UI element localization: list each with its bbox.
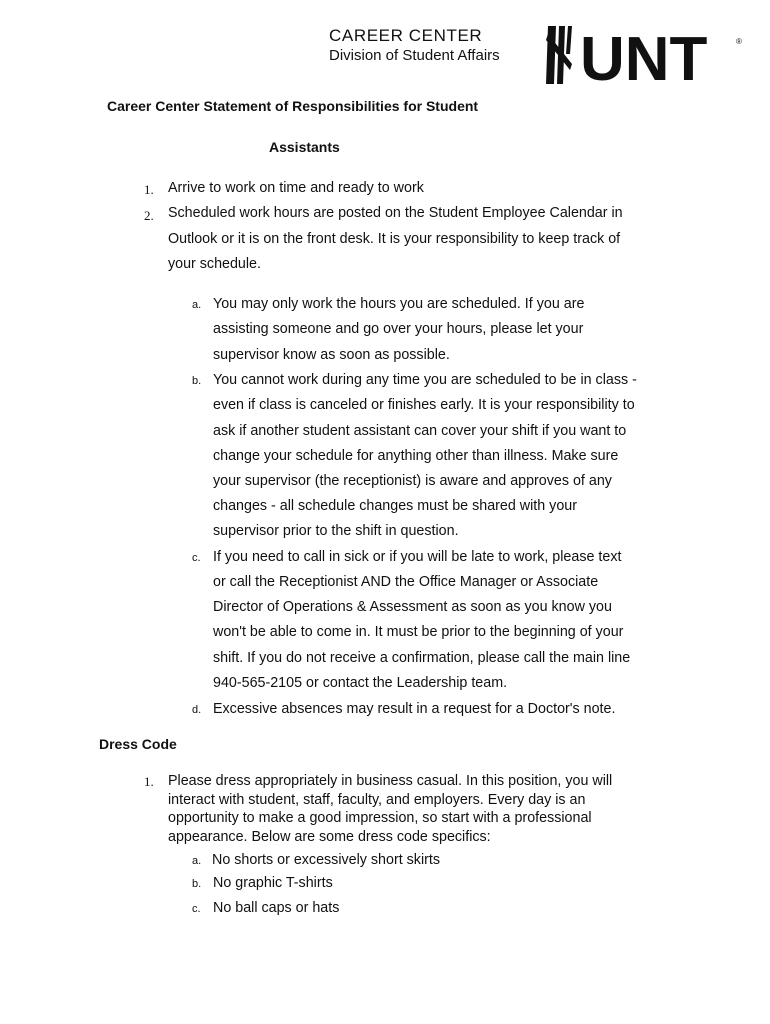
list-text-line: If you need to call in sick or if you will be late to work, please text — [213, 549, 622, 565]
list-letter: a. — [192, 299, 202, 311]
list-text-line: interact with student, staff, faculty, and employers. Every day is an — [168, 792, 586, 808]
list-text-line: opportunity to make a good impression, so start with a professional — [168, 810, 592, 826]
list-letter: a. — [192, 855, 202, 867]
list-letter: c. — [192, 552, 201, 564]
list-text: No shorts or excessively short skirts — [212, 852, 441, 868]
list-text-line: shift. If you do not receive a confirmation, please call the main line — [213, 650, 631, 666]
list-text-line: Please dress appropriately in business casual. In this position, you will — [168, 773, 613, 789]
list-text-line: won't be able to come in. It must be prior to the beginning of your — [213, 624, 624, 640]
list-text-line: ask if another student assistant can cover your shift if you want to — [213, 423, 627, 439]
list-text-line: You cannot work during any time you are scheduled to be in class - — [213, 372, 637, 388]
list-number: 2. — [144, 208, 154, 223]
list-text-line: 940-565-2105 or contact the Leadership team. — [213, 675, 508, 691]
list-text: Arrive to work on time and ready to work — [168, 180, 424, 196]
list-text-line: Director of Operations & Assessment as soon as you know you — [213, 599, 612, 615]
list-text: No ball caps or hats — [213, 900, 340, 916]
svg-text:®: ® — [736, 37, 742, 46]
list-text-line: your schedule. — [168, 256, 261, 272]
list-letter: b. — [192, 375, 202, 387]
list-text-line: assisting someone and go over your hours, please let your — [213, 321, 584, 337]
list-letter: d. — [192, 704, 202, 716]
list-number: 1. — [144, 774, 154, 789]
logo-unt-wordmark: UNT — [580, 25, 708, 86]
list-text-line: even if class is canceled or finishes early. It is your responsibility to — [213, 397, 635, 413]
list-letter: b. — [192, 878, 202, 890]
document-title-line2: Assistants — [269, 139, 340, 155]
list-number: 1. — [144, 182, 154, 197]
logo-line-career-center: CAREER CENTER — [329, 26, 483, 45]
list-text-line: Excessive absences may result in a request for a Doctor's note. — [213, 701, 616, 717]
list-text-line: changes - all schedule changes must be shared with your — [213, 498, 577, 514]
header-logo-text — [329, 26, 500, 65]
list-text: No graphic T-shirts — [213, 875, 333, 891]
list-text-line: Scheduled work hours are posted on the Student Employee Calendar in — [168, 205, 623, 221]
list-text-line: your supervisor (the receptionist) is aware and approves of any — [213, 473, 612, 489]
list-text-line: change your schedule for anything other than illness. Make sure — [213, 448, 619, 464]
list-text-line: appearance. Below are some dress code specifics: — [168, 829, 491, 845]
list-text-line: Outlook or it is on the front desk. It is your responsibility to keep track of — [168, 231, 621, 247]
unt-logo-icon — [546, 24, 744, 86]
list-letter: c. — [192, 903, 201, 915]
dress-code-heading: Dress Code — [99, 736, 177, 752]
list-text-line: You may only work the hours you are scheduled. If you are — [213, 296, 585, 312]
list-text-line: supervisor know as soon as possible. — [213, 347, 450, 363]
list-text-line: or call the Receptionist AND the Office Manager or Associate — [213, 574, 599, 590]
list-text-line: supervisor prior to the shift in question. — [213, 523, 459, 539]
logo-line-division: Division of Student Affairs — [329, 47, 500, 64]
document-title-line1: Career Center Statement of Responsibilities for Student — [107, 98, 479, 114]
